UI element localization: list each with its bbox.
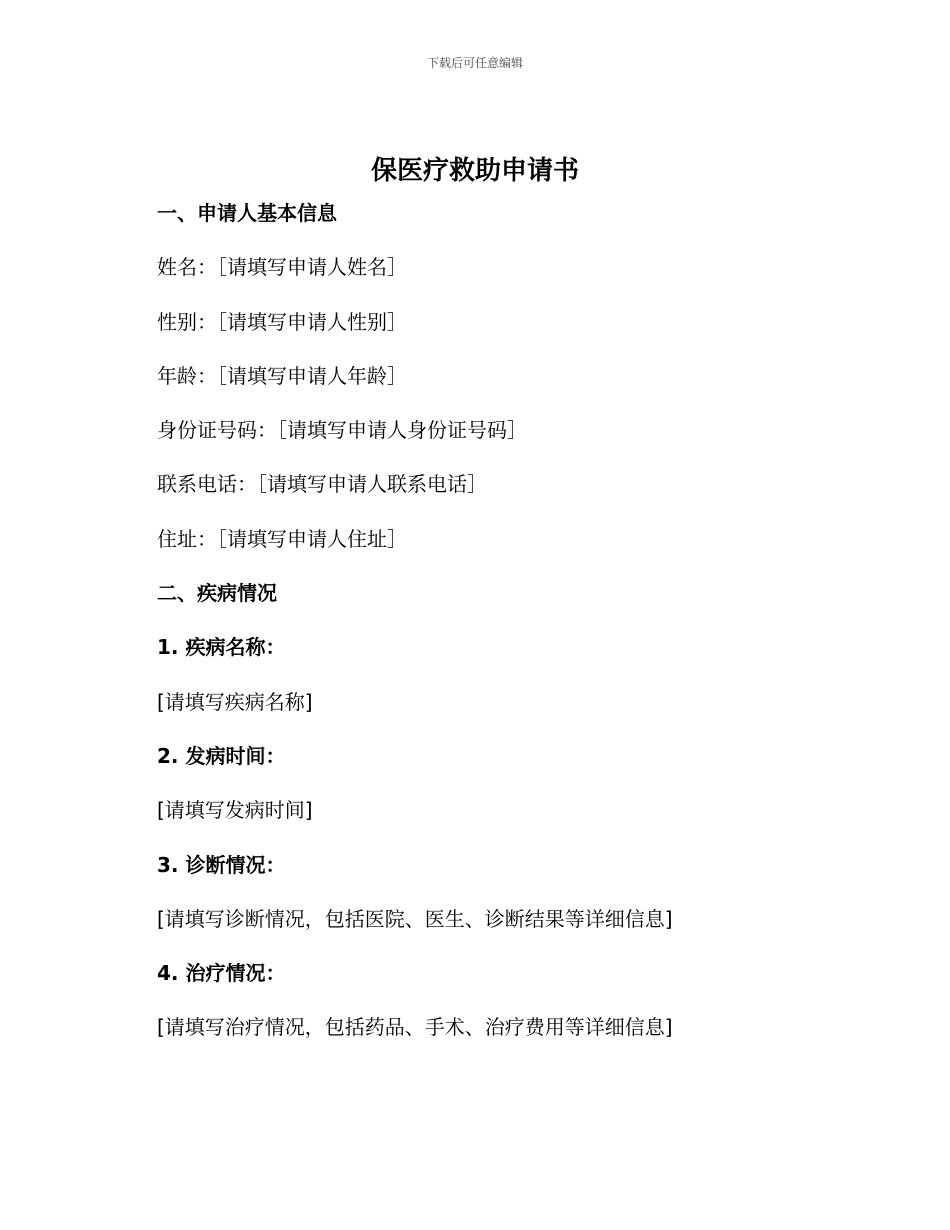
field-gender: 性别：［请填写申请人性别］ (157, 309, 407, 334)
diagnosis-label: 3. 诊断情况： (157, 852, 286, 877)
onset-time-value: [请填写发病时间] (157, 798, 313, 823)
section-1-heading: 一、申请人基本信息 (157, 201, 337, 225)
field-name: 姓名：［请填写申请人姓名］ (157, 255, 407, 280)
header-note: 下载后可任意编辑 (426, 56, 523, 70)
field-id-number: 身份证号码：［请填写申请人身份证号码］ (157, 418, 527, 443)
onset-time-label: 2. 发病时间： (157, 743, 286, 768)
disease-name-label: 1. 疾病名称： (157, 635, 286, 660)
document-title: 保医疗救助申请书 (370, 156, 579, 186)
diagnosis-value: [请填写诊断情况，包括医院、医生、诊断结果等详细信息] (157, 906, 673, 931)
treatment-value: [请填写治疗情况，包括药品、手术、治疗费用等详细信息] (157, 1015, 673, 1040)
field-address: 住址：［请填写申请人住址］ (157, 526, 407, 551)
document-body (157, 196, 857, 1065)
field-phone: 联系电话：［请填写申请人联系电话］ (157, 472, 487, 497)
section-2-heading: 二、疾病情况 (157, 581, 277, 606)
treatment-label: 4. 治疗情况： (157, 961, 286, 986)
disease-name-value: [请填写疾病名称] (157, 689, 313, 714)
field-age: 年龄：［请填写申请人年龄］ (157, 363, 407, 388)
